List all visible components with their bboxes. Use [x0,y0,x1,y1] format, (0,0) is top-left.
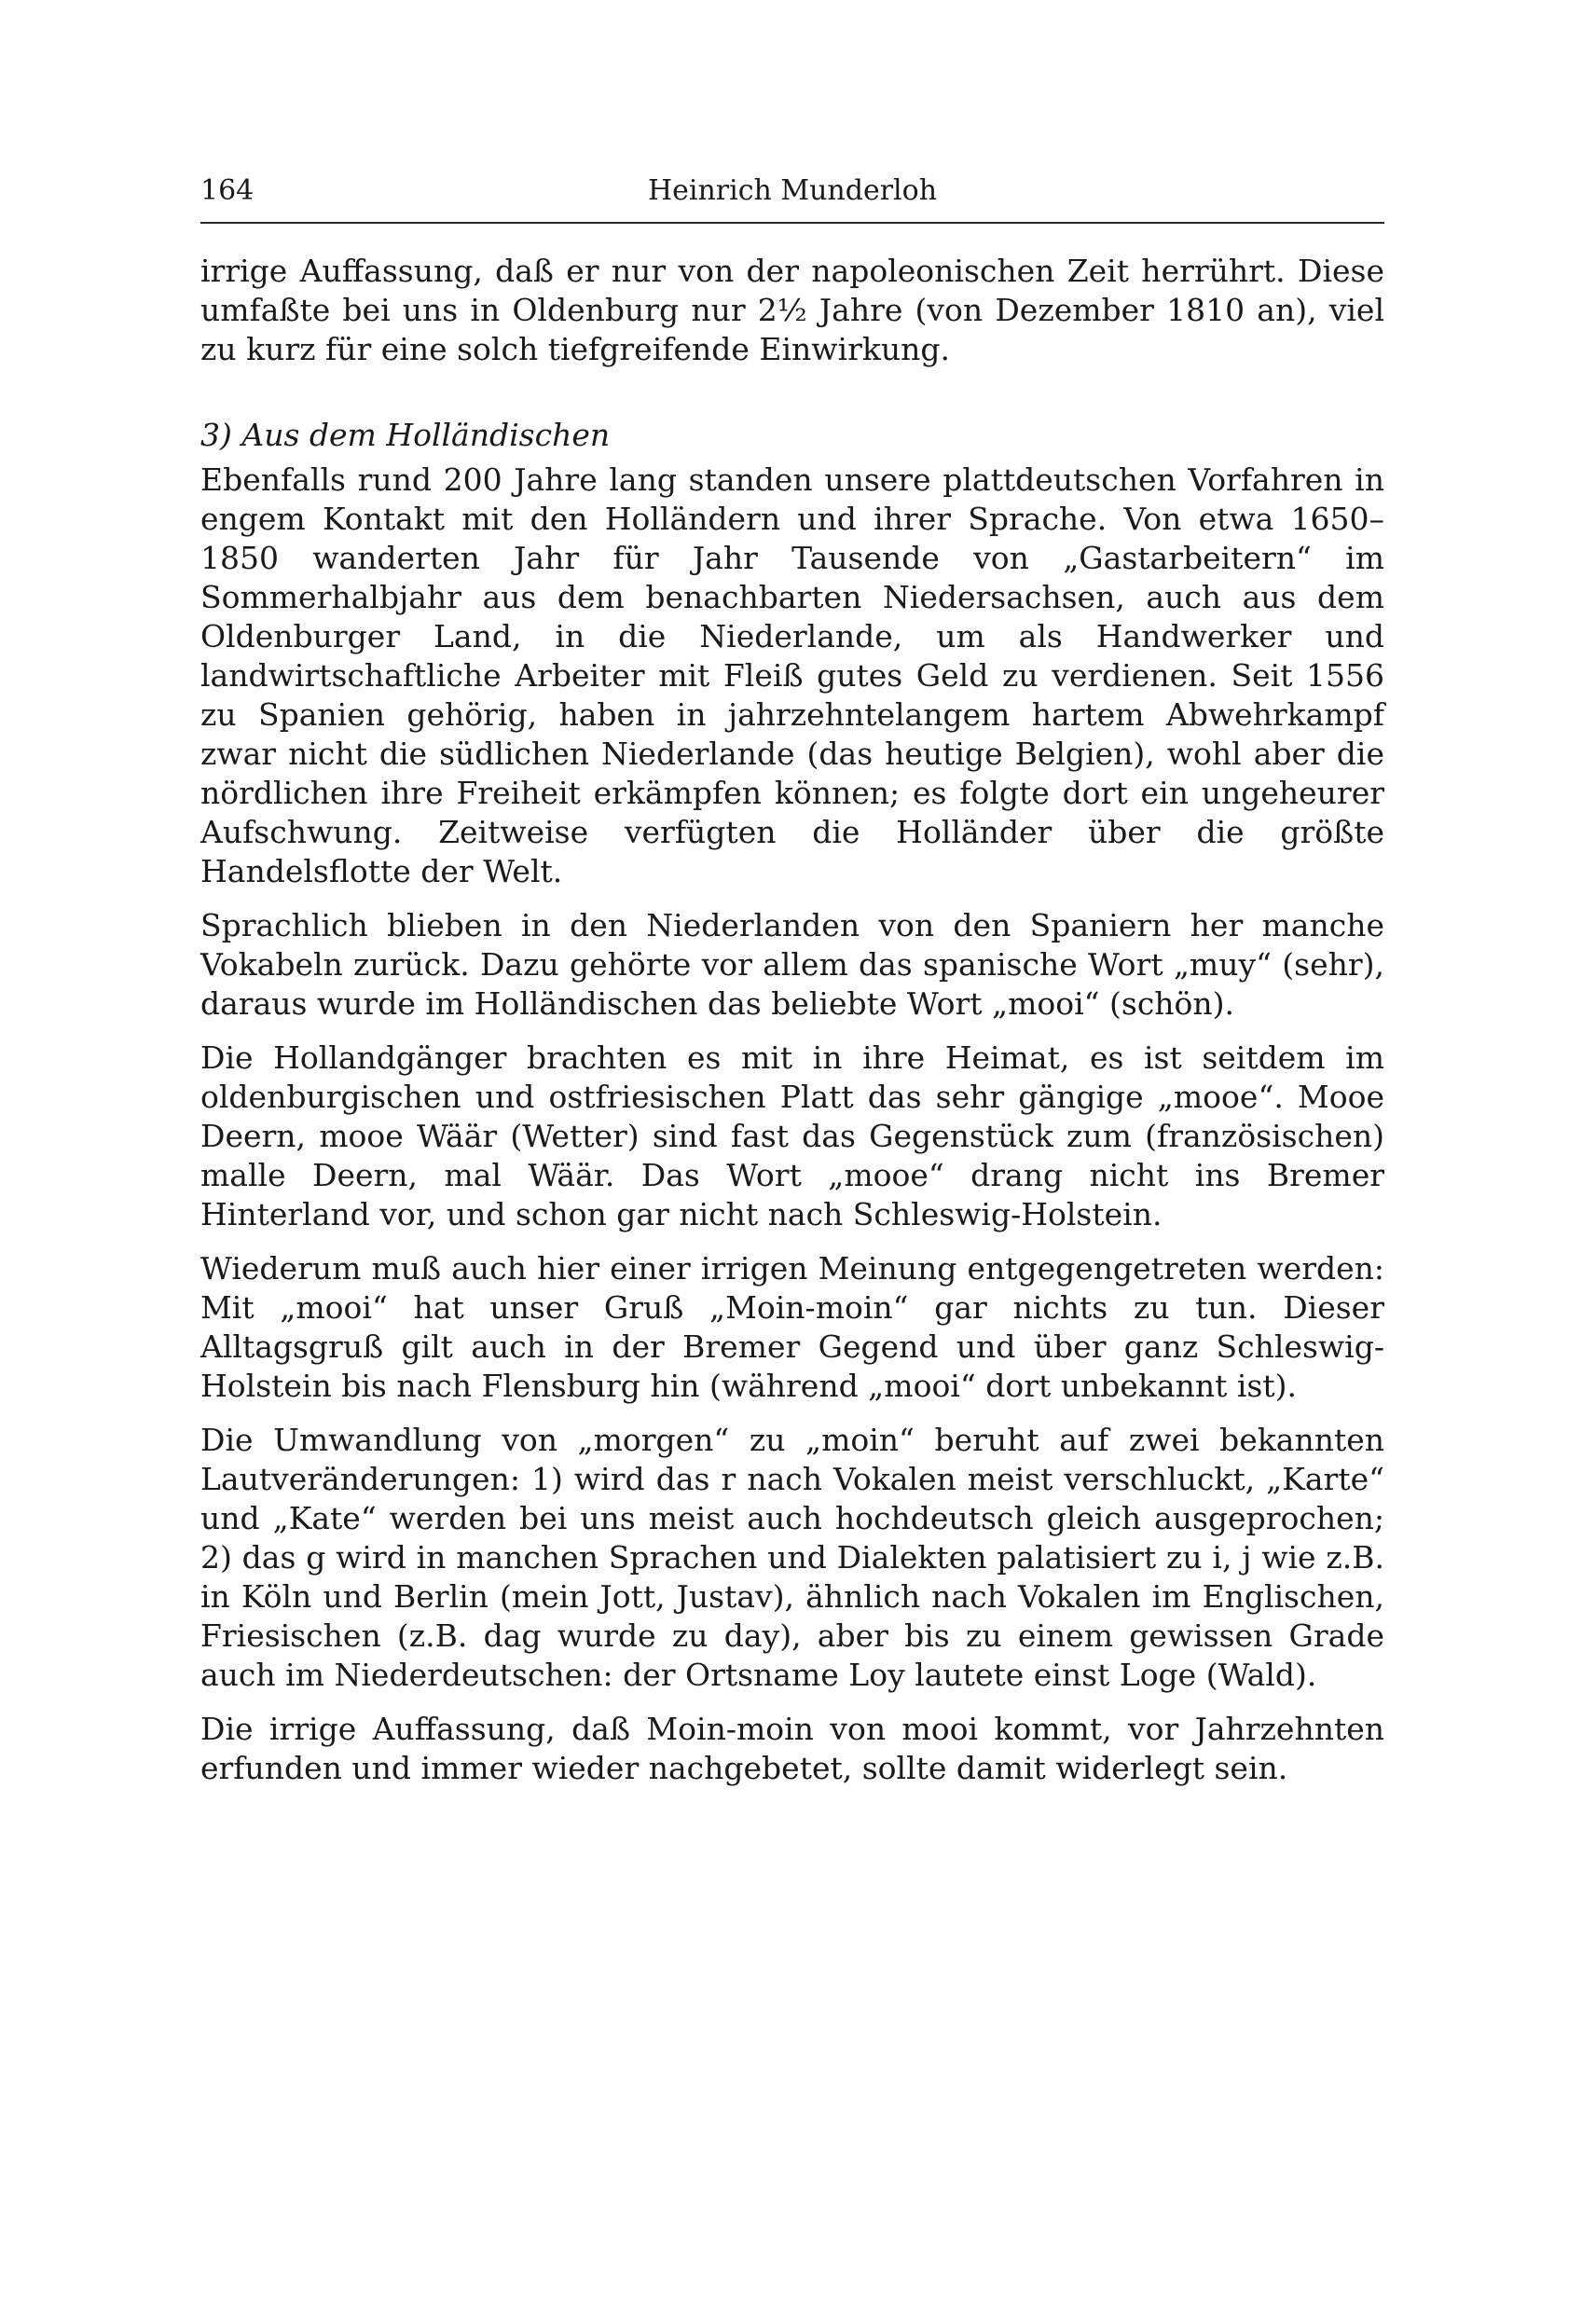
paragraph: Sprachlich blieben in den Niederlanden von den Spaniern her manche Vokabeln zurück. Dazu gehörte vor allem das spanische Wort „muy“ (sehr), daraus wurde im Holländischen das beliebte Wort „mooi“ (schön). [200,907,1384,1022]
page-number: 164 [200,174,255,207]
body-text [200,252,1384,1788]
paragraph: Ebenfalls rund 200 Jahre lang standen unsere plattdeutschen Vorfahren in engem Kontakt mit den Holländern und ihrer Sprache. Von etwa 1650–1850 wanderten Jahr für Jahr Tausende von „Gastarbeitern“ im Sommerhalbjahr aus dem benachbarten Niedersachsen, auch aus dem Oldenburger Land, in die Niederlande, um als Handwerker und landwirtschaftliche Arbeiter mit Fleiß gutes Geld zu verdienen. Seit 1556 zu Spanien gehörig, haben in jahrzehntelangem hartem Abwehrkampf zwar nicht die südlichen Niederlande (das heutige Belgien), wohl aber die nördlichen ihre Freiheit erkämpfen können; es folgte dort ein ungeheurer Aufschwung. Zeitweise verfügten die Holländer über die größte Handelsflotte der Welt. [200,461,1384,889]
intro-paragraph: irrige Auffassung, daß er nur von der napoleonischen Zeit herrührt. Diese umfaßte bei uns in Oldenburg nur 2½ Jahre (von Dezember 1810 an), viel zu kurz für eine solch tiefgreifende Einwirkung. [200,253,1384,367]
running-header [200,168,1384,214]
paragraph: Die Umwandlung von „morgen“ zu „moin“ beruht auf zwei bekannten Lautveränderungen: 1) wird das r nach Vokalen meist verschluckt, „Karte“ und „Kate“ werden bei uns meist auch hochdeutsch gleich ausgeprochen; 2) das g wird in manchen Sprachen und Dialekten palatisiert zu i, j wie z.B. in Köln und Berlin (mein Jott, Justav), ähnlich nach Vokalen im Englischen, Friesischen (z.B. dag wurde zu day), aber bis zu einem gewissen Grade auch im Niederdeutschen: der Ortsname Loy lautete einst Loge (Wald). [200,1422,1384,1693]
paragraph: Die irrige Auffassung, daß Moin-moin von mooi kommt, vor Jahrzehnten erfunden und immer wieder nachgebetet, sollte damit widerlegt sein. [200,1711,1384,1786]
header-rule [200,222,1384,224]
paragraph: Die Hollandgänger brachten es mit in ihre Heimat, es ist seitdem im oldenburgischen und ostfriesischen Platt das sehr gängige „mooe“. Mooe Deern, mooe Wäär (Wetter) sind fast das Gegenstück zum (französischen) malle Deern, mal Wäär. Das Wort „mooe“ drang nicht ins Bremer Hinterland vor, und schon gar nicht nach Schleswig-Holstein. [200,1039,1384,1232]
section-heading: 3) Aus dem Holländischen [200,417,611,453]
book-page [200,168,1384,1803]
running-title: Heinrich Munderloh [647,174,938,207]
paragraph: Wiederum muß auch hier einer irrigen Meinung entgegengetreten werden: Mit „mooi“ hat unser Gruß „Moin-moin“ gar nichts zu tun. Dieser Alltagsgruß gilt auch in der Bremer Gegend und über ganz Schleswig-Holstein bis nach Flensburg hin (während „mooi“ dort unbekannt ist). [200,1250,1384,1404]
